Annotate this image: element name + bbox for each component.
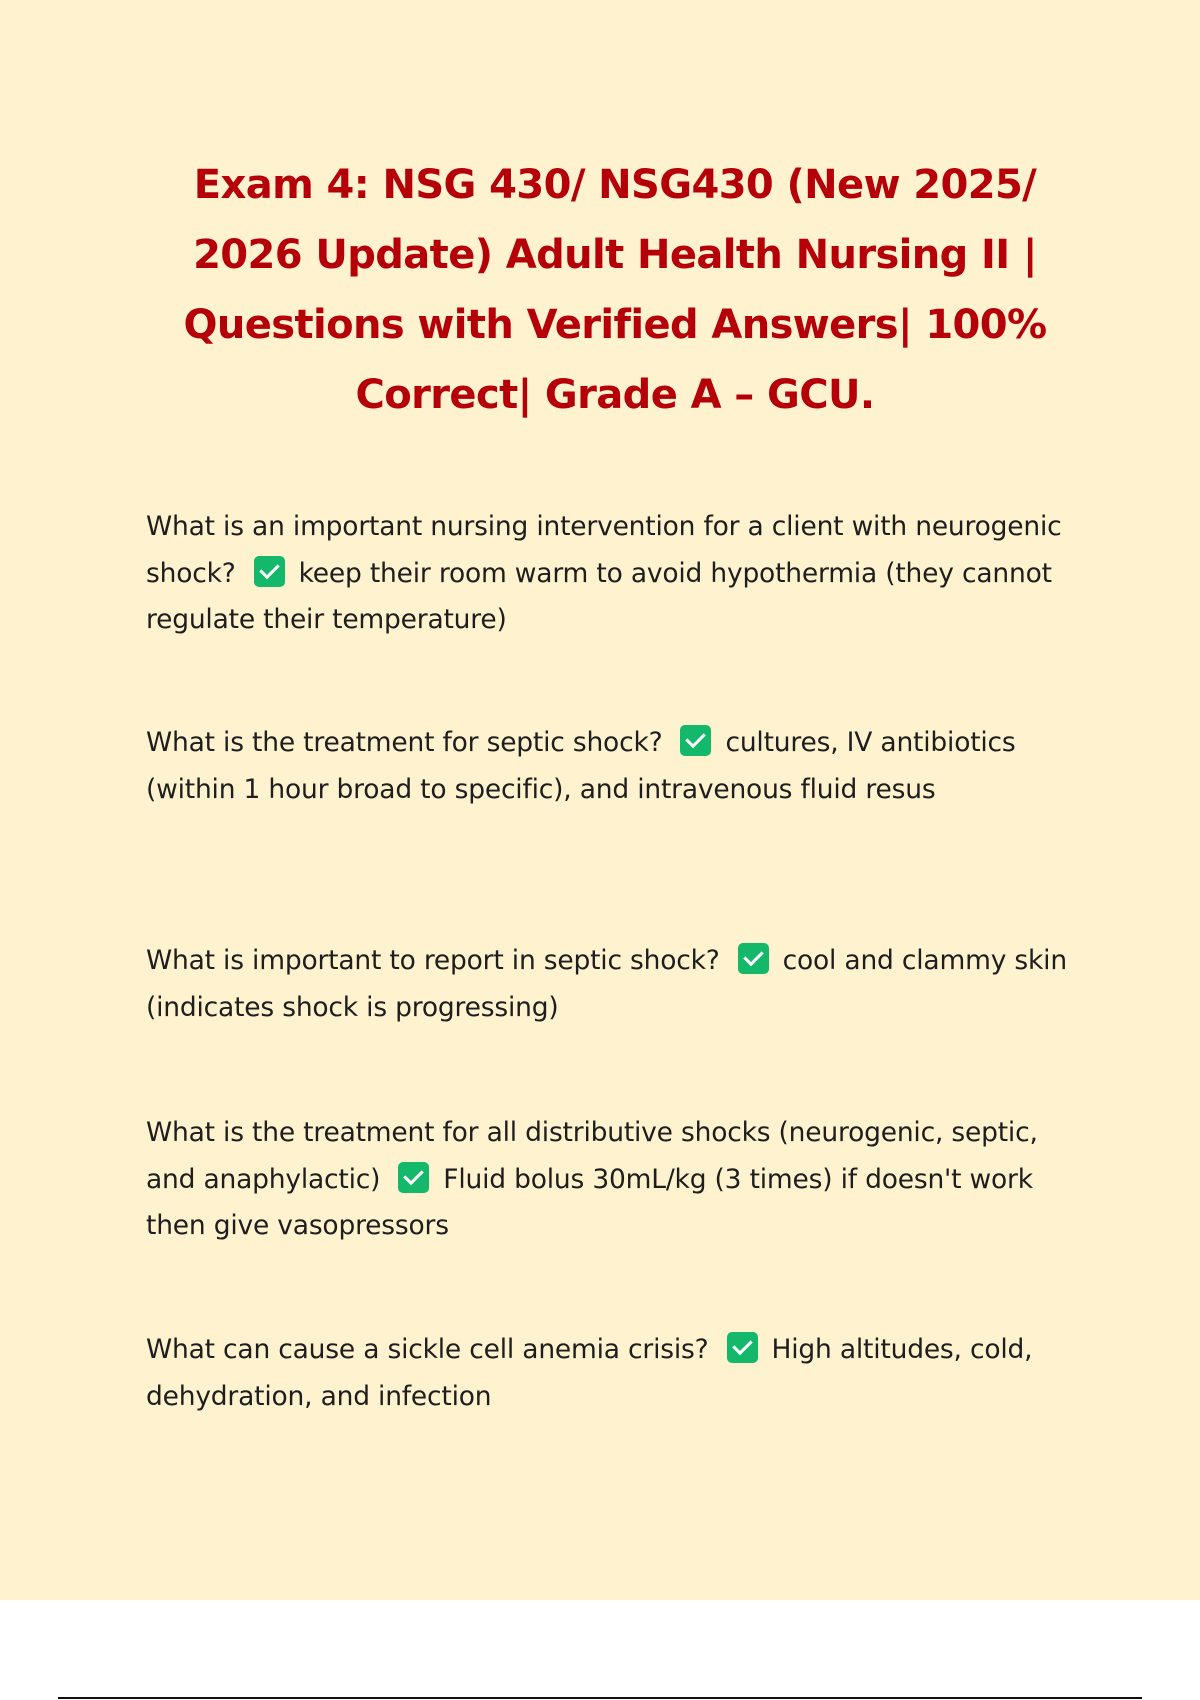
answer-text: High altitudes, cold, dehydration, and infection <box>146 1334 1033 1412</box>
answer-text: keep their room warm to avoid hypothermia (they cannot regulate their temperature) <box>146 557 1052 635</box>
question-text: What is the treatment for all distributive shocks (neurogenic, septic, and anaphylactic) <box>146 1117 1038 1195</box>
check-mark-button-icon <box>398 1162 429 1193</box>
qa-item <box>146 938 1086 1031</box>
document-title: Exam 4: NSG 430/ NSG430 (New 2025/ 2026 Update) Adult Health Nursing II | Questions with Verified Answers| 100% Correct| Grade A – GCU. <box>183 162 1047 418</box>
answer-text: cool and clammy skin (indicates shock is progressing) <box>146 945 1067 1023</box>
answer-text: Fluid bolus 30mL/kg (3 times) if doesn't work then give vasopressors <box>146 1163 1033 1241</box>
qa-item <box>146 720 1086 813</box>
check-mark-button-icon <box>738 943 769 974</box>
check-mark-button-icon <box>727 1332 758 1363</box>
footer-divider <box>58 1697 1142 1699</box>
question-text: What is an important nursing intervention for a client with neurogenic shock? <box>146 511 1062 589</box>
question-text: What can cause a sickle cell anemia crisis? <box>146 1334 709 1365</box>
qa-item <box>146 1327 1086 1420</box>
qa-item <box>146 504 1086 644</box>
qa-item <box>146 1110 1086 1250</box>
check-mark-button-icon <box>254 556 285 587</box>
question-text: What is the treatment for septic shock? <box>146 727 663 758</box>
question-text: What is important to report in septic shock? <box>146 945 720 976</box>
answer-text: cultures, IV antibiotics (within 1 hour broad to specific), and intravenous fluid resus <box>146 727 1016 805</box>
check-mark-button-icon <box>680 725 711 756</box>
